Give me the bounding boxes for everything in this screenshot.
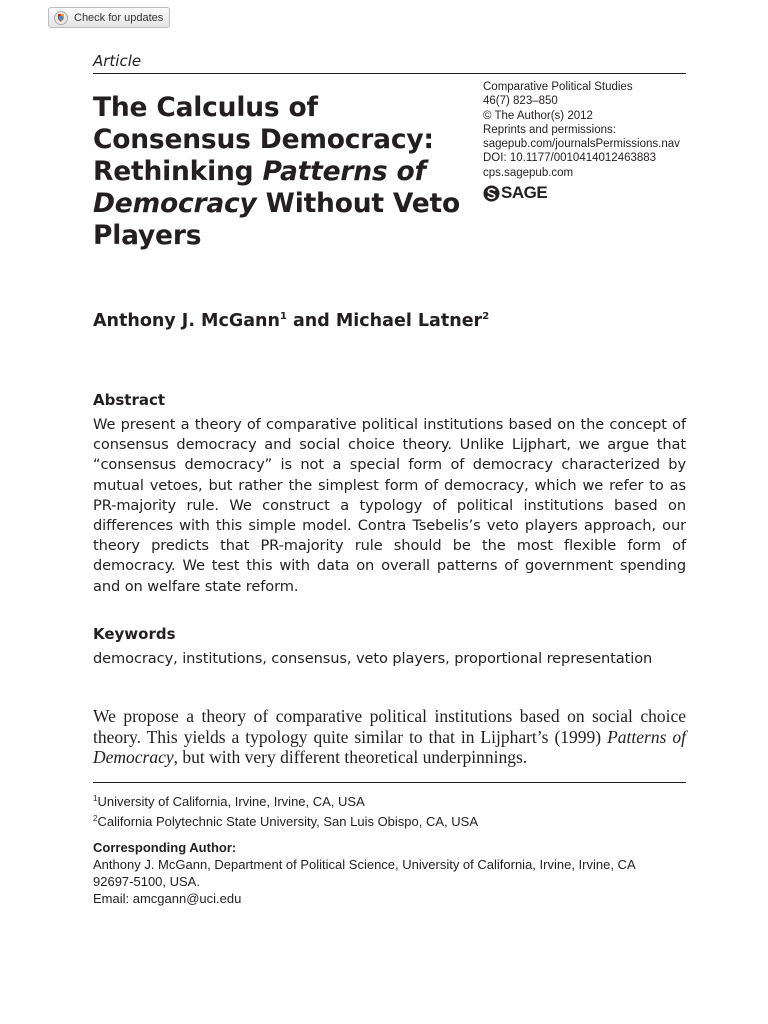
journal-permissions-link[interactable]: sagepub.com/journalsPermissions.nav	[483, 138, 680, 151]
footnote-1	[93, 790, 478, 810]
intro-text-1: We propose a theory of comparative political institutions based on social choice theory. This yields a typology quite similar to that in Lijphart’s (1999)	[93, 706, 686, 747]
corresponding-address-line-2: 92697-5100, USA.	[93, 874, 200, 889]
keywords-text: democracy, institutions, consensus, veto players, proportional representation	[93, 650, 653, 667]
intro-text-2: , but with very different theoretical underpinnings.	[173, 747, 528, 767]
check-for-updates-label: Check for updates	[74, 11, 164, 24]
footnote-mark-1: 1	[93, 794, 98, 803]
crossmark-icon	[54, 11, 68, 25]
check-for-updates-button[interactable]	[48, 7, 170, 28]
author-conjunction: and	[286, 311, 336, 331]
corresponding-author-block	[93, 856, 693, 907]
header-rule	[93, 73, 686, 74]
intro-paragraph	[93, 706, 686, 768]
article-title	[93, 92, 463, 252]
abstract-heading: Abstract	[93, 391, 166, 409]
journal-volume: 46(7) 823–850	[483, 95, 558, 108]
corresponding-address-line-1: Anthony J. McGann, Department of Political Science, University of California, Irvine, Irvine, CA	[93, 857, 636, 872]
journal-reprints: Reprints and permissions:	[483, 123, 616, 136]
author-name-1[interactable]: Anthony J. McGann	[93, 311, 280, 331]
author-name-2[interactable]: Michael Latner	[335, 311, 483, 331]
abstract-text: We present a theory of comparative political institutions based on the concept of consensus democracy and social choice theory. Unlike Lijphart, we argue that “consensus democracy” is not a special form of democracy characterized by mutual vetoes, but rather the simplest form of democracy, which we refer to as PR-majority rule. We construct a typology of political institutions based on differences with this simple model. Contra Tsebelis’s veto players approach, our theory predicts that PR-majority rule should be the most flexible form of democracy. We test this with data on overall patterns of government spending and on welfare state reform.	[93, 416, 686, 595]
affiliation-footnotes	[93, 790, 478, 830]
journal-name: Comparative Political Studies	[483, 81, 633, 93]
journal-copyright: © The Author(s) 2012	[483, 109, 593, 122]
keywords-heading: Keywords	[93, 625, 176, 643]
title-italic-text: Patterns of Democracy	[93, 156, 426, 219]
footnote-2	[93, 810, 478, 830]
sage-logo-icon	[483, 185, 500, 202]
journal-info-block	[483, 80, 680, 180]
author-affiliation-mark-2: 2	[482, 311, 490, 322]
title-text-2: Without Veto Players	[93, 188, 460, 251]
corresponding-author-heading: Corresponding Author:	[93, 840, 237, 855]
footnote-text-1: University of California, Irvine, Irvine, CA, USA	[97, 794, 365, 809]
author-affiliation-mark-1: 1	[279, 311, 287, 322]
intro-italic-text: Patterns of Democracy	[93, 726, 686, 767]
corresponding-email[interactable]: Email: amcgann@uci.edu	[93, 891, 242, 906]
footnote-text-2: California Polytechnic State University, San Luis Obispo, CA, USA	[97, 814, 478, 829]
sage-logo-text: SAGE	[501, 183, 548, 202]
footnote-rule	[93, 782, 686, 783]
journal-doi[interactable]: DOI: 10.1177/0010414012463883	[483, 152, 657, 165]
sage-logo	[483, 183, 547, 203]
article-type-label: Article	[93, 52, 142, 70]
journal-site-link[interactable]: cps.sagepub.com	[483, 166, 574, 179]
title-text-1: The Calculus of Consensus Democracy: Rethinking	[93, 92, 434, 187]
footnote-mark-2: 2	[93, 814, 98, 823]
author-line	[93, 311, 489, 331]
